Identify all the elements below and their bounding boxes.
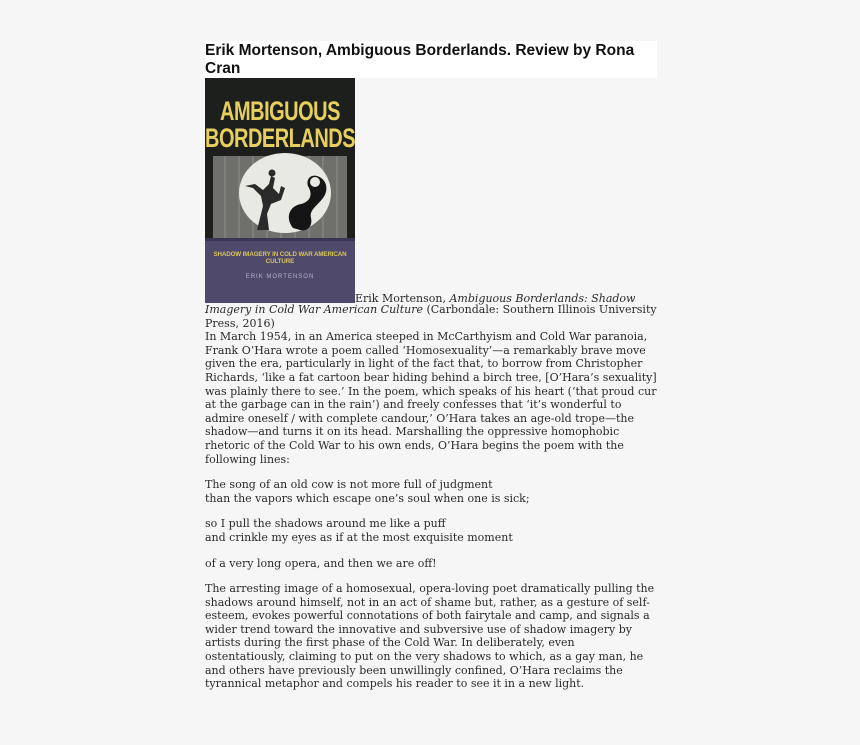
poem-line-3: so I pull the shadows around me like a puff: [205, 517, 446, 531]
poem-line-4: and crinkle my eyes as if at the most exquisite moment: [205, 530, 513, 544]
citation-book-title-part: Ambiguous Borderlands: Shadow: [449, 292, 636, 305]
cover-subtitle: SHADOW IMAGERY IN COLD WAR AMERICAN CULTURE: [213, 251, 347, 265]
title-band: [205, 41, 657, 78]
citation-line: [355, 292, 635, 306]
cover-title-line1: AMBIGUOUS: [220, 97, 340, 127]
cover-row: [205, 78, 657, 303]
cover-author: ERIK MORTENSON: [245, 274, 315, 280]
review-page: [205, 41, 657, 691]
book-cover-image: [205, 78, 355, 303]
citation-author: Erik Mortenson,: [355, 292, 446, 305]
citation-publisher: (Carbondale: Southern Illinois University Press, 2016): [205, 303, 657, 330]
poem-line-1: The song of an old cow is not more full of judgment: [205, 478, 493, 492]
poem-line-2: than the vapors which escape one’s soul when one is sick;: [205, 491, 530, 505]
poem-line-5: of a very long opera, and then we are off!: [205, 556, 437, 570]
paragraph-intro: In March 1954, in an America steeped in McCarthyism and Cold War paranoia, Frank O’Hara wrote a poem called ‘Homosexuality’—a remarkably brave move given the era, particularly in light of the fact that, to borrow from Christopher Richards, ‘like a fat cartoon bear hiding behind a birch tree, [O’Hara’s sexuality] was plainly there to see.’ In the poem, which speaks of his heart (‘that proud cur at the garbage can in the rain’) and freely confesses that ‘it’s wonderful to admire oneself / with complete candour,’ O’Hara takes an age-old trope—the shadow—and turns it on its head. Marshalling the oppressive homophobic rhetoric of the Cold War to his own ends, O’Hara begins the poem with the following lines:: [205, 330, 657, 466]
article-title: Erik Mortenson, Ambiguous Borderlands. Review by Rona Cran: [205, 42, 635, 77]
citation-continuation: [205, 303, 657, 330]
paragraph-analysis: The arresting image of a homosexual, opera-loving poet dramatically pulling the shadows around himself, not in an act of shame but, rather, as a gesture of self-esteem, evokes powerful connotations of both fairytale and camp, and signals a wider trend toward the innovative and subversive use of shadow imagery by artists during the first phase of the Cold War. In deliberately, even ostentatiously, claiming to put on the very shadows to which, as a gay man, he and others have previously been unwillingly confined, O’Hara reclaims the tyrannical metaphor and compels his reader to see it in a new light.: [205, 582, 655, 691]
citation-book-title-rest: Imagery in Cold War American Culture: [205, 303, 423, 316]
cover-title-line2: BORDERLANDS: [205, 124, 355, 154]
